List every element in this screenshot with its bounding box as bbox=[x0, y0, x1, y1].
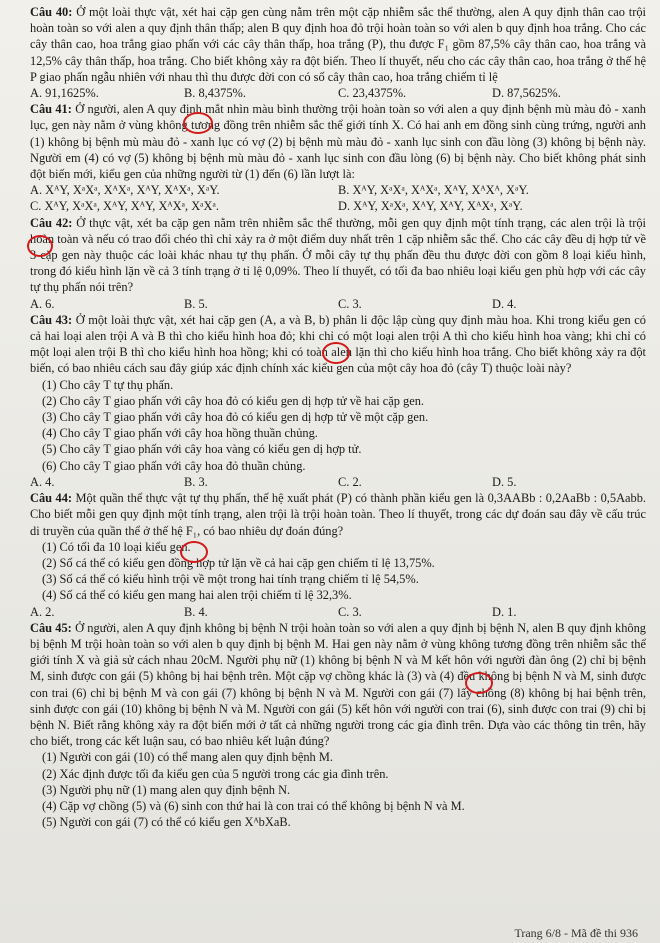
question-text: Ở một loài thực vật, xét hai cặp gen cùng nằm trên một cặp nhiễm sắc thể thường, alen A quy định thân cao trội hoàn toàn so với alen a quy định thân thấp; alen B quy định hoa đỏ trội hoàn toàn so với alen b quy định hoa trắng. Cho các cây thân cao, hoa trắng giao phấn với các cây thân thấp, hoa trắng (P), thu được F₁ gồm 87,5% cây thân cao, hoa trắng và 12,5% cây thân thấp, hoa trắng. Cho biết không xảy ra đột biến. Theo lí thuyết, nếu cho các cây thân cao, hoa trắng ở thế hệ P giao phấn ngẫu nhiên với nhau thì thu được đời con có số cây thân cao, hoa trắng chiếm tỉ lệ bbox=[30, 5, 647, 84]
question-label: Câu 42: bbox=[30, 215, 73, 230]
option-b: B. 5. bbox=[184, 296, 208, 311]
options bbox=[30, 604, 646, 620]
statement-item: (3) Cho cây T giao phấn với cây hoa đỏ có kiểu gen dị hợp tử về một cặp gen. bbox=[42, 410, 429, 425]
question-text: Một quần thể thực vật tự thụ phấn, thế hệ xuất phát (P) có thành phần kiểu gen là 0,3AABb : 0,2AaBb : 0,5Aabb. Cho biết mỗi gen quy định một tính trạng, alen trội là trội hoàn toàn. Theo lí thuyết, trong các dự đoán sau đây về cấu trúc di truyền của quần thể ở thế hệ F₁, có bao nhiêu dự đoán đúng? bbox=[30, 491, 647, 538]
option-a: A. 91,1625%. bbox=[30, 86, 99, 101]
question-45 bbox=[30, 620, 646, 831]
option-a: A. 6. bbox=[30, 296, 55, 311]
question-text: Ở một loài thực vật, xét hai cặp gen (A, a và B, b) phân li độc lập cùng quy định màu hoa. Khi trong kiểu gen có cả hai loại alen trội A và B thì cho kiểu hình hoa đỏ; khi chỉ có một loại alen trội A thì cho kiểu hình hoa vàng; khi chỉ có một loại alen trội B thì cho kiểu hình hoa hồng; khi có toàn alen lặn thì cho kiểu hình hoa trắng. Cho biết không xảy ra đột biến, có bao nhiêu cách sau đây giúp xác định chính xác kiểu gen của một cây hoa đỏ (cây T) thuộc loài này? bbox=[30, 312, 646, 376]
page-footer: Trang 6/8 - Mã đề thi 936 bbox=[514, 926, 638, 940]
statement-list bbox=[30, 749, 646, 830]
question-text: Ở thực vật, xét ba cặp gen nằm trên nhiễm sắc thể thường, mỗi gen quy định một tính trạng, các alen trội là trội hoàn toàn và nếu có trao đổi chéo thì chỉ xảy ra ở một điểm duy nhất trên 1 cặp nhiễm sắc thể. Cho các cây đều dị hợp tử về 3 cặp gen này thuộc các loài khác nhau tự thụ phấn. Ở mỗi cây tự thụ phấn đều thu được đời con gồm 8 loại kiểu hình, trong đó kiểu hình lặn về cả 3 tính trạng ở tỉ lệ 0,09%. Theo lí thuyết, có tối đa bao nhiêu loại kiểu gen phù hợp với các cây tự thụ phấn nói trên? bbox=[30, 215, 646, 295]
statement-item: (6) Cho cây T giao phấn với cây hoa đỏ thuần chủng. bbox=[42, 458, 306, 473]
option-b: B. 4. bbox=[184, 604, 208, 619]
exam-content bbox=[30, 4, 646, 830]
option-c: C. XᴬY, XᵃXᵃ, XᴬY, XᴬY, XᴬXᵃ, XᵃXᵃ. bbox=[30, 199, 219, 214]
options bbox=[30, 182, 646, 214]
option-a: A. 4. bbox=[30, 474, 55, 489]
question-text: Ở người, alen A quy định mắt nhìn màu bình thường trội hoàn toàn so với alen a quy định bệnh mù màu đỏ - xanh lục, gen này nằm ở vùng không tương đồng trên nhiễm sắc thể giới tính X. Có hai anh em đồng sinh cùng trứng, người anh (1) không bị bệnh mù màu đỏ - xanh lục có vợ (2) bị bệnh mù màu đỏ - xanh lục sinh con đầu lòng (3) không bị bệnh này. Người em (4) có vợ (5) không bị bệnh mù màu đỏ - xanh lục sinh con đầu lòng (6) bị bệnh này. Cho biết không phát sinh đột biến mới, kiểu gen của những người từ (1) đến (6) lần lượt là: bbox=[30, 102, 646, 182]
option-d: D. 5. bbox=[492, 474, 517, 489]
option-b: B. XᴬY, XᵃXᵃ, XᴬXᵃ, XᴬY, XᴬXᴬ, XᵃY. bbox=[338, 183, 529, 198]
question-42 bbox=[30, 215, 646, 312]
option-b: B. 3. bbox=[184, 474, 208, 489]
statement-item: (5) Cho cây T giao phấn với cây hoa vàng có kiểu gen dị hợp tử. bbox=[42, 442, 362, 457]
question-label: Câu 40: bbox=[30, 5, 73, 19]
question-label: Câu 41: bbox=[30, 102, 72, 117]
statement-item: (4) Cặp vợ chồng (5) và (6) sinh con thứ hai là con trai có thể không bị bệnh N và M. bbox=[42, 798, 465, 813]
question-44 bbox=[30, 490, 646, 620]
question-43 bbox=[30, 312, 646, 490]
option-d: D. 4. bbox=[492, 296, 517, 311]
question-41 bbox=[30, 101, 646, 214]
statement-item: (2) Cho cây T giao phấn với cây hoa đỏ có kiểu gen dị hợp tử về hai cặp gen. bbox=[42, 393, 425, 408]
option-c: C. 23,4375%. bbox=[338, 86, 407, 101]
statement-item: (2) Số cá thể có kiểu gen đồng hợp tử lặn về cả hai cặp gen chiếm tỉ lệ 13,75%. bbox=[42, 555, 435, 570]
option-d: D. 1. bbox=[492, 604, 517, 619]
statement-item: (5) Người con gái (7) có thể có kiểu gen XᴬbXaB. bbox=[42, 815, 291, 830]
statement-item: (2) Xác định được tối đa kiểu gen của 5 người trong các gia đình trên. bbox=[42, 766, 389, 781]
statement-list bbox=[30, 377, 646, 474]
question-label: Câu 45: bbox=[30, 620, 72, 635]
option-d: D. XᴬY, XᵃXᵃ, XᴬY, XᴬY, XᴬXᵃ, XᵃY. bbox=[338, 199, 523, 214]
question-40 bbox=[30, 4, 646, 101]
option-a: A. XᴬY, XᵃXᵃ, XᴬXᵃ, XᴬY, XᴬXᵃ, XᵃY. bbox=[30, 183, 220, 198]
option-d: D. 87,5625%. bbox=[492, 86, 561, 101]
statement-item: (1) Cho cây T tự thụ phấn. bbox=[42, 377, 174, 392]
statement-item: (1) Người con gái (10) có thể mang alen quy định bệnh M. bbox=[42, 750, 333, 765]
option-c: C. 3. bbox=[338, 604, 362, 619]
statement-item: (3) Số cá thể có kiểu hình trội về một trong hai tính trạng chiếm tỉ lệ 54,5%. bbox=[42, 572, 419, 587]
statement-item: (1) Có tối đa 10 loại kiểu gen. bbox=[42, 539, 191, 554]
statement-item: (4) Cho cây T giao phấn với cây hoa hồng thuần chủng. bbox=[42, 426, 318, 441]
question-label: Câu 43: bbox=[30, 312, 73, 327]
statement-item: (3) Người phụ nữ (1) mang alen quy định bệnh N. bbox=[42, 782, 291, 797]
option-c: C. 2. bbox=[338, 474, 362, 489]
option-c: C. 3. bbox=[338, 296, 362, 311]
options bbox=[30, 474, 646, 490]
question-text: Ở người, alen A quy định không bị bệnh N trội hoàn toàn so với alen a quy định bị bệnh N, alen B quy định không bị bệnh M trội hoàn toàn so với alen b quy định bị bệnh M. Hai gen này nằm ở vùng không tương đồng trên nhiễm sắc thể giới tính X và giả sử cách nhau 20cM. Người phụ nữ (1) không bị bệnh N và M kết hôn với người đàn ông (2) chỉ bị bệnh M, sinh được con gái (5) không bị hai bệnh trên. Một cặp vợ chồng khác là (3) và (4) đều không bị bệnh N và M, sinh được con trai (6) chỉ bị bệnh M và con gái (7) không bị bệnh N và M. Người con gái (7) lấy chồng (8) không bị hai bệnh trên, sinh được con gái (10) không bị bệnh N và M. Người con gái (5) kết hôn với người con trai (6), sinh được con trai (9) chỉ bị bệnh N. Biết rằng không xảy ra đột biến mới ở tất cả những người trong các gia đình trên. Dựa vào các thông tin trên, hãy cho biết, trong các kết luận sau, có bao nhiêu kết luận đúng? bbox=[30, 620, 646, 749]
statement-list bbox=[30, 539, 646, 604]
options bbox=[30, 296, 646, 312]
question-label: Câu 44: bbox=[30, 491, 73, 506]
option-a: A. 2. bbox=[30, 604, 55, 619]
statement-item: (4) Số cá thể có kiểu gen mang hai alen trội chiếm tỉ lệ 32,3%. bbox=[42, 588, 352, 603]
options bbox=[30, 85, 646, 101]
option-b: B. 8,4375%. bbox=[184, 86, 246, 101]
